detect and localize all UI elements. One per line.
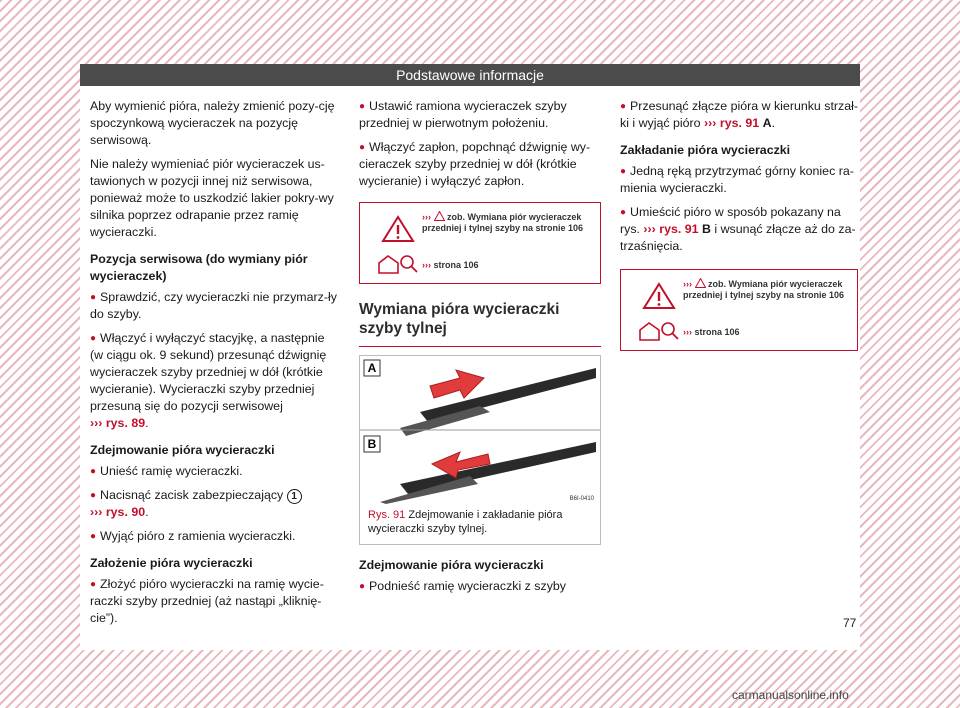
arrow-glyph: ›››	[90, 416, 103, 430]
section-title: Wymiana pióra wycieraczki szyby tylnej	[359, 301, 560, 337]
list-item: ● Sprawdzić, czy wycieraczki nie przymarz-ły do szyby.	[90, 289, 340, 323]
panel-label-b: B	[367, 437, 377, 451]
small-warning-icon	[695, 278, 706, 288]
list-item: ● Nacisnąć zacisk zabezpieczający 1 ››› rys. 90.	[90, 487, 340, 521]
list-item: ● Włączyć i wyłączyć stacyjkę, a następnie (w ciągu ok. 9 sekund) przesunąć dźwignię wycieraczek szyby przedniej w dół (krótkie wycieranie). Wycieraczki szyby przedniej przesuną się do pozycji serwisowej ››› rys. 89.	[90, 330, 340, 432]
arrow-glyph: ›››	[704, 116, 717, 130]
subheading: Zdejmowanie pióra wycieraczki	[90, 443, 275, 457]
figure-caption: Rys. 91 Zdejmowanie i zakładanie pióra wycieraczki szyby tylnej.	[368, 509, 563, 535]
figure-link[interactable]: rys. 91	[719, 116, 760, 130]
subheading: Zdejmowanie pióra wycieraczki	[359, 558, 544, 572]
note-reference[interactable]: ››› strona 106	[683, 327, 740, 337]
page-header: Podstawowe informacje	[80, 64, 860, 86]
list-item: ● Przesunąć złącze pióra w kierunku strzał-ki i wyjąć pióro ››› rys. 91 A.	[620, 98, 860, 132]
wiper-illustration	[360, 356, 600, 504]
figure-link[interactable]: rys. 91	[659, 222, 699, 236]
panel-label-a: A	[367, 361, 377, 375]
column-1	[90, 98, 340, 634]
list-item: ● Ustawić ramiona wycieraczek szyby przedniej w pierwotnym położeniu.	[359, 98, 601, 132]
warning-reference[interactable]: ››› zob. Wymiana piór wycieraczek przedniej i tylnej szyby na stronie 106	[422, 212, 584, 233]
section-divider	[359, 346, 601, 347]
list-item: ● Wyjąć pióro z ramienia wycieraczki.	[90, 528, 340, 545]
environment-note-icon	[368, 251, 428, 277]
column-2	[359, 98, 601, 602]
arrow-glyph: ›››	[643, 222, 656, 236]
note-reference[interactable]: ››› strona 106	[422, 260, 479, 270]
environment-note-icon	[629, 318, 689, 344]
callout-number: 1	[287, 489, 302, 504]
list-item: ● Podnieść ramię wycieraczki z szyby	[359, 578, 601, 595]
paragraph: Aby wymienić pióra, należy zmienić pozy-cję spoczynkową wycieraczek na pozycję serwisową.	[90, 99, 335, 147]
subheading: Zakładanie pióra wycieraczki	[620, 143, 791, 157]
list-item: ● Złożyć pióro wycieraczki na ramię wycie-raczki szyby przedniej (aż nastąpi „kliknię-cie”).	[90, 576, 340, 627]
figure-code: B6I-0410	[569, 496, 594, 502]
figure-link[interactable]: rys. 89	[105, 416, 146, 430]
page-number: 77	[843, 616, 857, 630]
column-3	[620, 98, 860, 351]
list-item: ● Jedną ręką przytrzymać górny koniec ra-mienia wycieraczki.	[620, 163, 860, 197]
subheading: Założenie pióra wycieraczki	[90, 556, 253, 570]
paragraph: Nie należy wymieniać piór wycieraczek us-tawionych w pozycji innej niż serwisowa, ponieważ może to uszkodzić lakier pokry-wy silnika poprzez odrapanie przez ramię wycieraczki.	[90, 157, 334, 239]
arrow-glyph: ›››	[90, 505, 103, 519]
warning-box	[359, 202, 601, 284]
list-item: ● Włączyć zapłon, popchnąć dźwignię wy-cieraczek szyby przedniej w dół (krótkie wycieranie) i wyłączyć zapłon.	[359, 139, 601, 190]
warning-triangle-icon	[368, 215, 428, 243]
warning-box	[620, 269, 858, 351]
figure-link[interactable]: rys. 90	[105, 505, 146, 519]
list-item: ● Unieść ramię wycieraczki.	[90, 463, 340, 480]
small-warning-icon	[434, 211, 445, 221]
warning-reference[interactable]: ››› zob. Wymiana piór wycieraczek przedniej i tylnej szyby na stronie 106	[683, 279, 845, 300]
figure-91	[359, 355, 601, 545]
list-item: ● Umieścić pióro w sposób pokazany na rys. ››› rys. 91 B i wsunąć złącze aż do za-trzaśnięcia.	[620, 204, 860, 255]
footer-watermark: carmanualsonline.info	[732, 688, 849, 702]
warning-triangle-icon	[629, 282, 689, 310]
subheading: Pozycja serwisowa (do wymiany piór wycieraczek)	[90, 252, 308, 283]
